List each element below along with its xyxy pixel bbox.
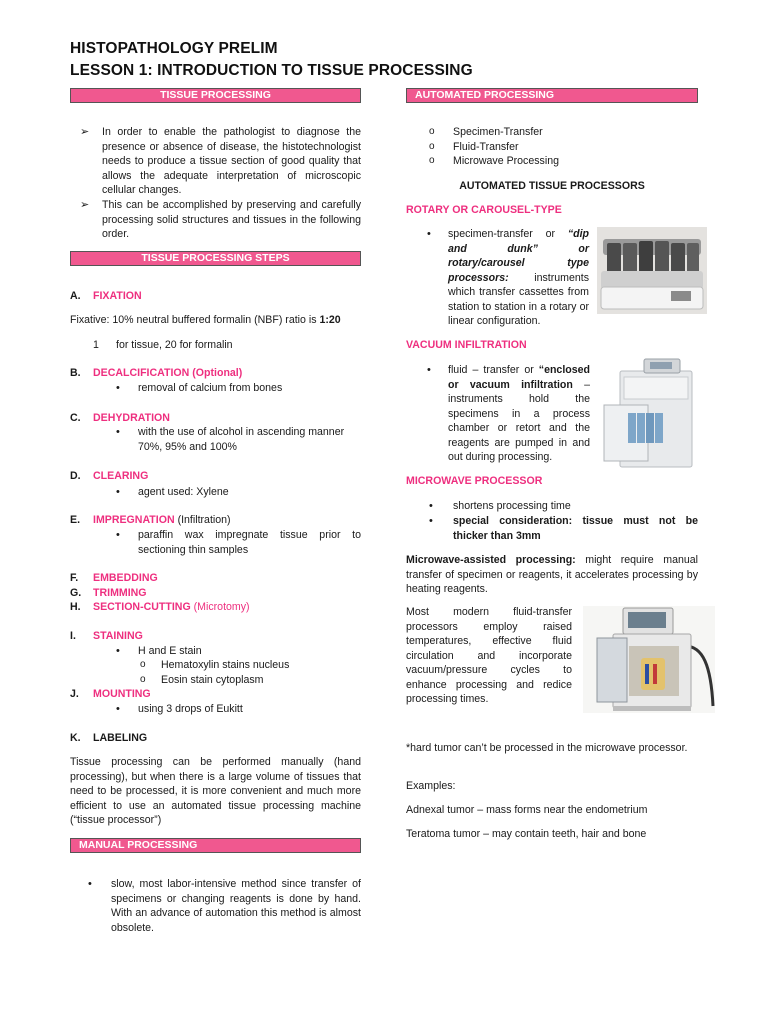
automated-type-2: Fluid-Transfer bbox=[453, 141, 519, 153]
fixative-ratio: 1:20 bbox=[319, 314, 341, 326]
microwave-heading: MICROWAVE PROCESSOR bbox=[406, 475, 543, 487]
modern-processors-paragraph: Most modern fluid-transfer processors employ raised temperatures, effective fluid circulation and incorporate vacuum/pressure cycles to enhance processing and redice processing times. bbox=[406, 606, 572, 705]
step-letter: F. bbox=[70, 572, 79, 584]
fixative-line bbox=[70, 313, 370, 328]
mw-assisted-text: might require manual transfer of specimen or reagents, it accelerates processing by heating reagents. bbox=[406, 554, 698, 595]
document-title: HISTOPATHOLOGY PRELIM bbox=[70, 40, 278, 57]
rotary-bold: “dip and dunk” or rotary/carousel type processors: bbox=[448, 228, 589, 284]
step-letter: J. bbox=[70, 688, 79, 700]
circle-bullet-icon: o bbox=[429, 141, 435, 152]
circle-bullet-icon: o bbox=[140, 674, 146, 685]
fixative-text: Fixative: 10% neutral buffered formalin (NBF) ratio is bbox=[70, 314, 320, 326]
step-impregnation bbox=[93, 513, 231, 528]
example-2: Teratoma tumor – may contain teeth, hair and bone bbox=[406, 828, 647, 840]
summary-paragraph: Tissue processing can be performed manually (hand processing), but when there is a large volume of tissues that need to be processed, it is more convenient and much more efficient to use an automated tissue processing machine (“tissue processor”) bbox=[70, 756, 361, 826]
arrow-bullet-icon: ➢ bbox=[80, 126, 90, 138]
dot-bullet-icon: • bbox=[116, 529, 120, 541]
step-letter: H. bbox=[70, 601, 81, 613]
circle-bullet-icon: o bbox=[429, 126, 435, 137]
automated-type-3: Microwave Processing bbox=[453, 155, 559, 167]
step-letter: K. bbox=[70, 732, 81, 744]
circle-bullet-icon: o bbox=[429, 155, 435, 166]
step-section-cutting bbox=[93, 600, 250, 615]
dot-bullet-icon: • bbox=[429, 500, 433, 512]
ratio-number: 1 bbox=[93, 339, 99, 351]
step-letter: G. bbox=[70, 587, 82, 599]
step-letter: A. bbox=[70, 290, 81, 302]
step-letter: I. bbox=[70, 630, 76, 642]
lesson-title: LESSON 1: INTRODUCTION TO TISSUE PROCESSING bbox=[70, 62, 473, 79]
step-fixation: FIXATION bbox=[93, 290, 142, 302]
clearing-item: agent used: Xylene bbox=[138, 486, 229, 498]
step-mounting: MOUNTING bbox=[93, 688, 151, 700]
step-clearing: CLEARING bbox=[93, 470, 149, 482]
dot-bullet-icon: • bbox=[116, 486, 120, 498]
vacuum-heading: VACUUM INFILTRATION bbox=[406, 339, 527, 351]
automated-type-1: Specimen-Transfer bbox=[453, 126, 543, 138]
microwave-item-2: special consideration: tissue must not be thicker than 3mm bbox=[453, 515, 698, 542]
dot-bullet-icon: • bbox=[116, 645, 120, 657]
dot-bullet-icon: • bbox=[88, 878, 92, 890]
ratio-text: for tissue, 20 for formalin bbox=[116, 339, 233, 351]
intro-paragraph-2: This can be accomplished by preserving and carefully processing solid structures and tissues in the following order. bbox=[102, 199, 361, 240]
rotary-description bbox=[448, 227, 589, 329]
manual-item: slow, most labor-intensive method since transfer of specimens or changing reagents is done by hand. With an advance of automation this method is almost obsolete. bbox=[111, 878, 361, 934]
section-cutting-suffix: (Microtomy) bbox=[190, 601, 250, 613]
impregnation-item: paraffin wax impregnate tissue prior to sectioning thin samples bbox=[138, 529, 361, 556]
section-bar-steps: TISSUE PROCESSING STEPS bbox=[70, 251, 361, 266]
circle-bullet-icon: o bbox=[140, 659, 146, 670]
vacuum-post: – instruments hold the specimens in a process chamber or retort and the reagents are pumped in and out during processing. bbox=[448, 378, 590, 463]
hard-tumor-note: *hard tumor can’t be processed in the microwave processor. bbox=[406, 742, 688, 754]
mounting-item: using 3 drops of Eukitt bbox=[138, 703, 243, 715]
microwave-assisted-paragraph bbox=[406, 553, 698, 597]
step-letter: C. bbox=[70, 412, 81, 424]
dot-bullet-icon: • bbox=[429, 515, 433, 527]
vacuum-bold: “enclosed or vacuum infiltration bbox=[448, 364, 590, 391]
step-embedding: EMBEDDING bbox=[93, 572, 158, 584]
dot-bullet-icon: • bbox=[116, 426, 120, 438]
section-bar-manual: MANUAL PROCESSING bbox=[70, 838, 361, 853]
step-trimming: TRIMMING bbox=[93, 587, 147, 599]
processors-heading: AUTOMATED TISSUE PROCESSORS bbox=[459, 180, 645, 192]
rotary-pre: specimen-transfer or bbox=[448, 228, 568, 240]
staining-sub-2: Eosin stain cytoplasm bbox=[161, 674, 264, 686]
mw-assisted-bold: Microwave-assisted processing: bbox=[406, 554, 576, 566]
step-dehydration: DEHYDRATION bbox=[93, 412, 170, 424]
decalcification-item: removal of calcium from bones bbox=[138, 382, 283, 394]
impregnation-label: IMPREGNATION bbox=[93, 514, 175, 526]
vacuum-processor-image bbox=[600, 357, 697, 472]
microwave-item-1: shortens processing time bbox=[453, 500, 571, 512]
dot-bullet-icon: • bbox=[116, 703, 120, 715]
dot-bullet-icon: • bbox=[427, 364, 431, 376]
arrow-bullet-icon: ➢ bbox=[80, 199, 90, 211]
section-bar-tissue-processing: TISSUE PROCESSING bbox=[70, 88, 361, 103]
microwave-processor-image bbox=[583, 606, 715, 713]
step-labeling: LABELING bbox=[93, 732, 148, 744]
rotary-post: instruments which transfer cassettes from station to station in a rotary or linear configuration. bbox=[448, 271, 589, 327]
intro-paragraph-1: In order to enable the pathologist to diagnose the presence or absence of disease, the histotechnologist needs to produce a tissue section of good quality that allows the adequate interpretation of microscopic cellular changes. bbox=[102, 126, 361, 196]
example-1: Adnexal tumor – mass forms near the endometrium bbox=[406, 804, 648, 816]
dot-bullet-icon: • bbox=[116, 382, 120, 394]
examples-label: Examples: bbox=[406, 780, 456, 792]
step-decalcification: DECALCIFICATION (Optional) bbox=[93, 367, 243, 379]
rotary-heading: ROTARY OR CAROUSEL-TYPE bbox=[406, 204, 562, 216]
step-staining: STAINING bbox=[93, 630, 143, 642]
staining-item: H and E stain bbox=[138, 645, 202, 657]
rotary-processor-image bbox=[597, 227, 707, 314]
staining-sub-1: Hematoxylin stains nucleus bbox=[161, 659, 290, 671]
step-letter: D. bbox=[70, 470, 81, 482]
step-letter: B. bbox=[70, 367, 81, 379]
dot-bullet-icon: • bbox=[427, 228, 431, 240]
impregnation-suffix: (Infiltration) bbox=[174, 514, 231, 526]
vacuum-description bbox=[448, 363, 590, 465]
section-bar-automated: AUTOMATED PROCESSING bbox=[406, 88, 698, 103]
section-cutting-label: SECTION-CUTTING bbox=[93, 601, 191, 613]
vacuum-pre: fluid – transfer or bbox=[448, 364, 539, 376]
step-letter: E. bbox=[70, 514, 81, 526]
dehydration-item: with the use of alcohol in ascending manner 70%, 95% and 100% bbox=[138, 426, 345, 453]
